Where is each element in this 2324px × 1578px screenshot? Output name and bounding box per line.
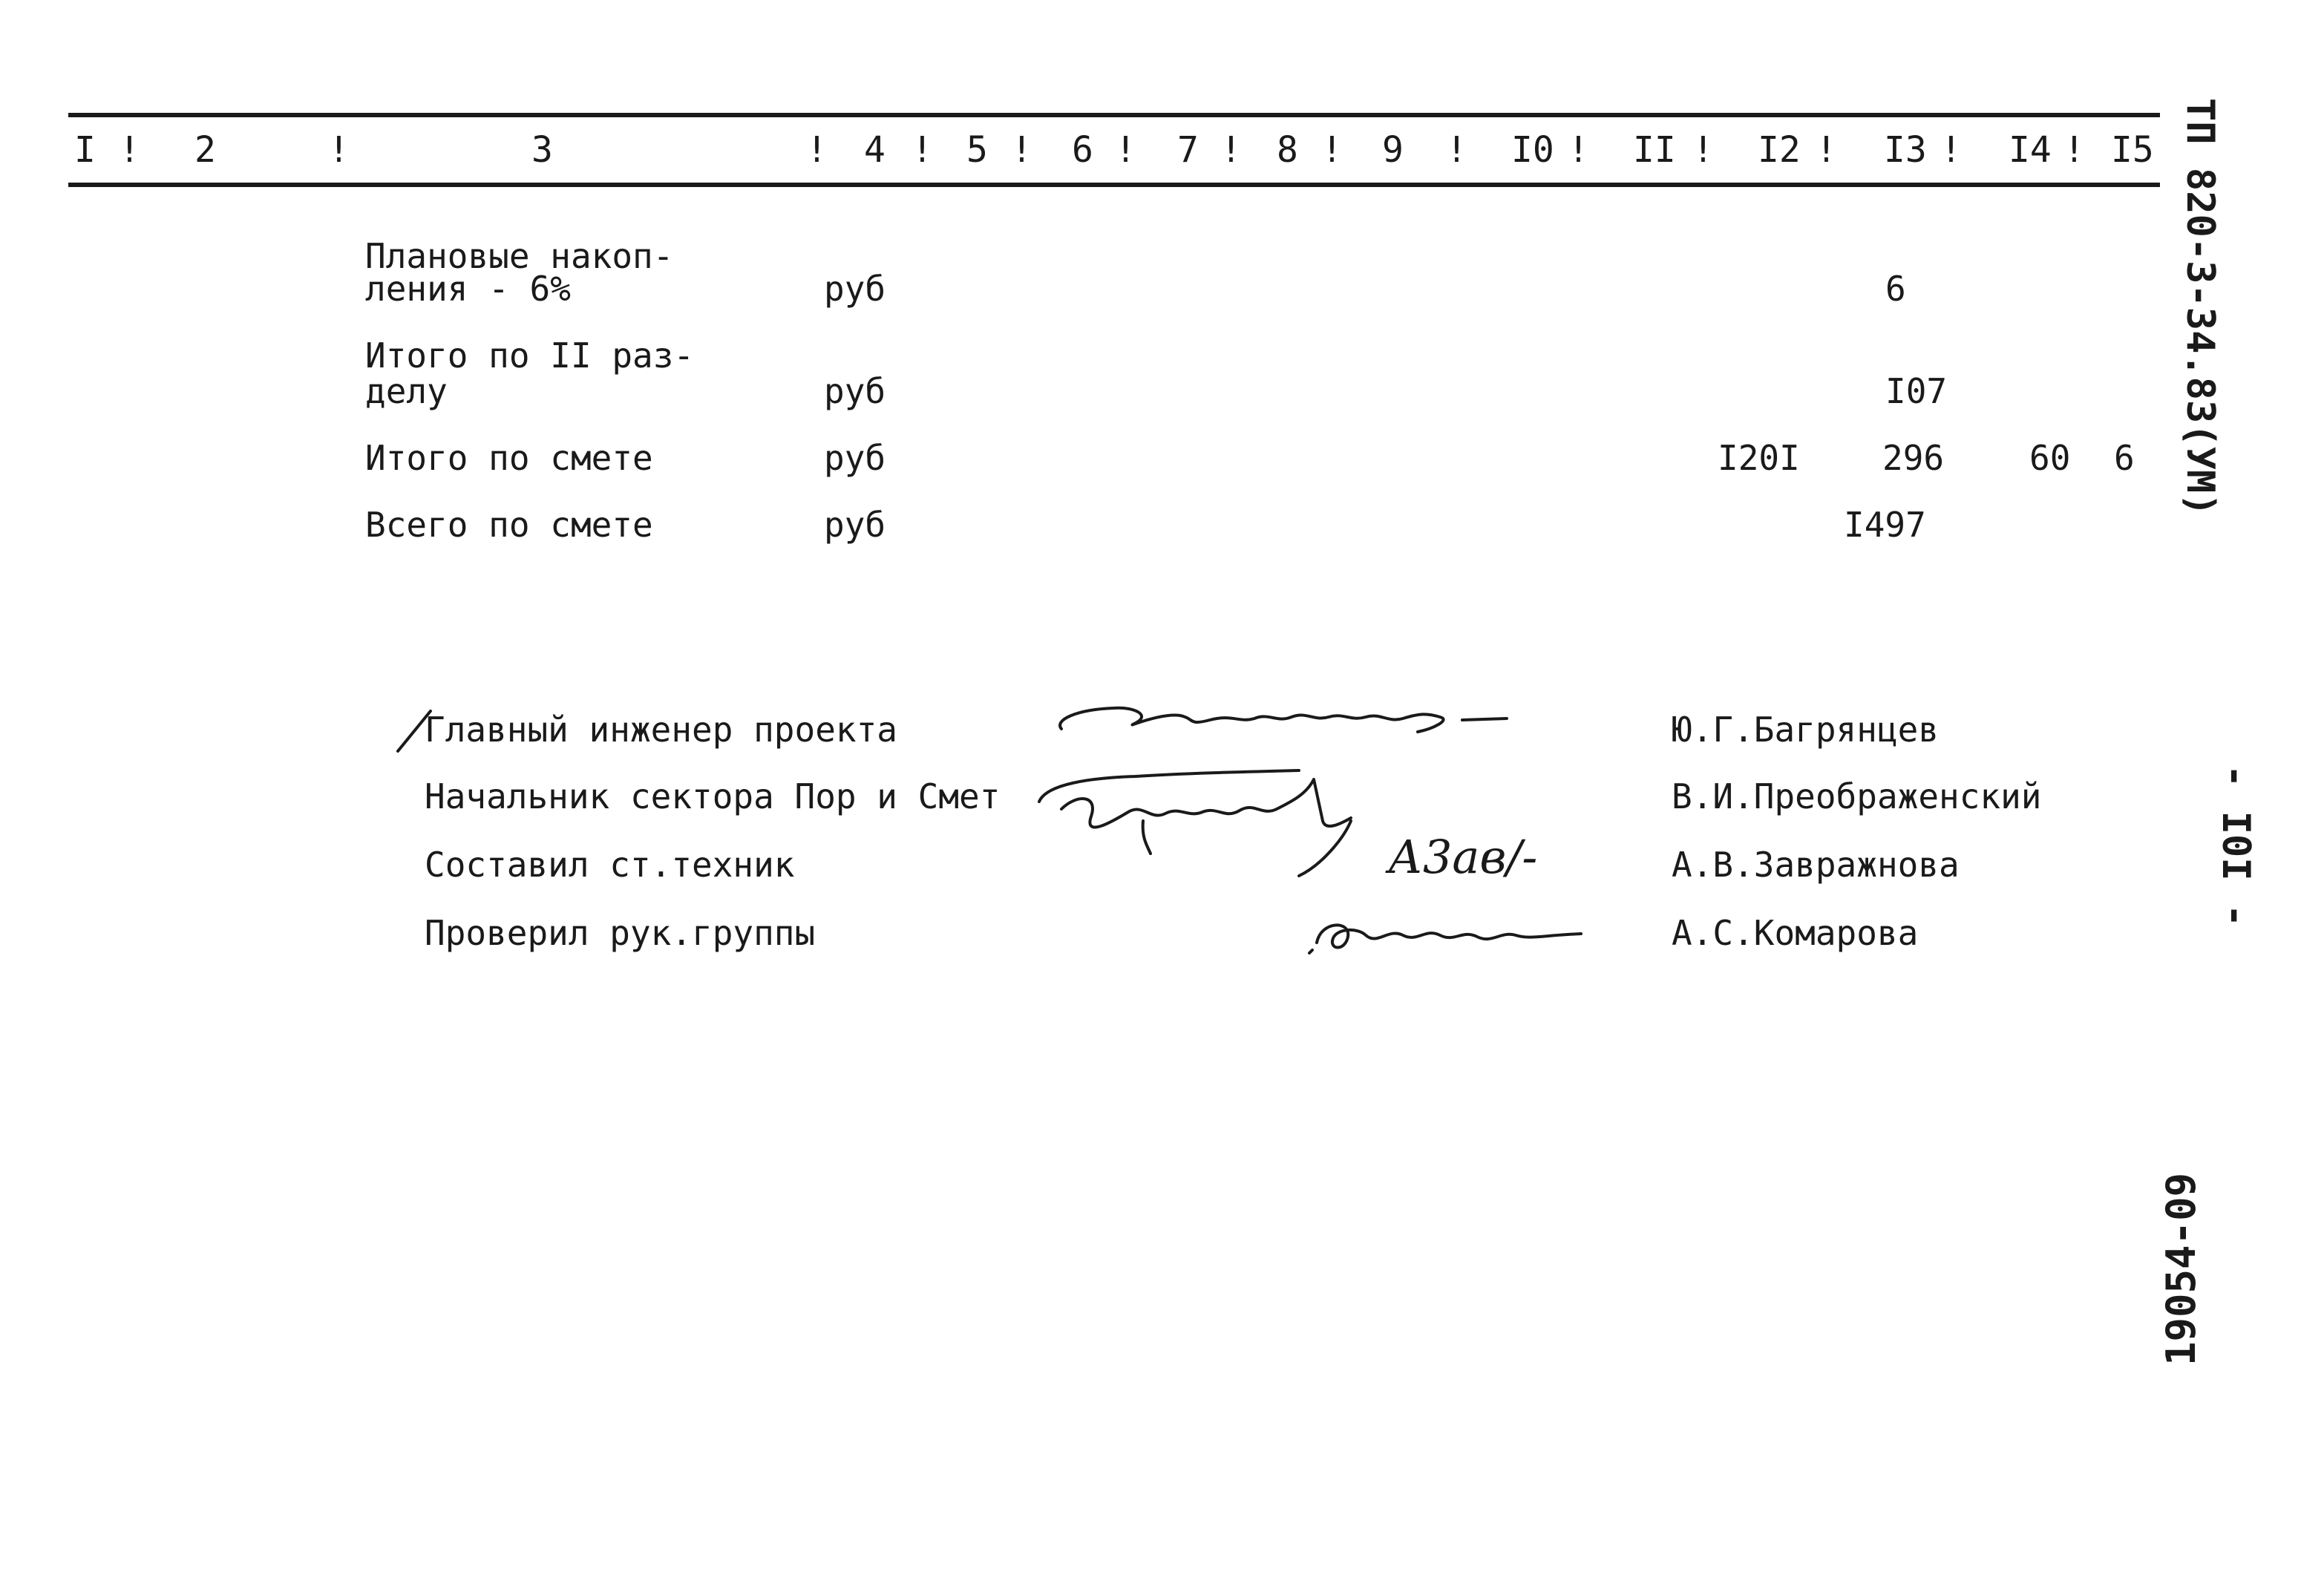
handwritten-check-mark bbox=[393, 705, 438, 757]
row-label-line2: делу bbox=[365, 371, 448, 411]
col-separator: ! bbox=[1940, 129, 1962, 171]
signature-role: Проверил рук.группы bbox=[425, 913, 816, 953]
col-header-11: II bbox=[1633, 129, 1676, 171]
handwritten-signature-technician bbox=[1381, 824, 1603, 891]
col-header-8: 8 bbox=[1277, 129, 1298, 171]
col-header-13: I3 bbox=[1884, 129, 1927, 171]
handwritten-signature-chief-engineer bbox=[1047, 690, 1522, 750]
col-separator: ! bbox=[1446, 129, 1467, 171]
row-unit: руб bbox=[824, 438, 886, 478]
col-separator: ! bbox=[1568, 129, 1589, 171]
col-header-9: 9 bbox=[1382, 129, 1404, 171]
row-label-line2: ления - 6% bbox=[365, 269, 571, 309]
row-label: Итого по смете bbox=[365, 438, 653, 478]
row-unit: руб bbox=[824, 269, 886, 309]
col-separator: ! bbox=[1220, 129, 1242, 171]
signature-name: В.И.Преображенский bbox=[1672, 776, 2042, 816]
row-value-col13: I07 bbox=[1885, 371, 1948, 411]
document-code: ТП 820-3-34.83(УМ) bbox=[2178, 98, 2222, 517]
row-value-col13: 296 bbox=[1882, 438, 1945, 478]
col-header-14: I4 bbox=[2009, 129, 2052, 171]
col-header-15: I5 bbox=[2111, 129, 2154, 171]
row-label: Всего по смете bbox=[365, 505, 653, 545]
col-header-1: I bbox=[74, 129, 96, 171]
col-separator: ! bbox=[911, 129, 933, 171]
page-number: - I0I - bbox=[2213, 765, 2258, 928]
col-header-10: I0 bbox=[1511, 129, 1554, 171]
col-separator: ! bbox=[1692, 129, 1714, 171]
row-unit: руб bbox=[824, 505, 886, 545]
row-unit: руб bbox=[824, 371, 886, 411]
row-label-line1: Плановые накоп- bbox=[365, 236, 674, 276]
col-header-2: 2 bbox=[194, 129, 216, 171]
signature-role: Составил ст.техник bbox=[425, 845, 795, 885]
header-bottom-rule bbox=[68, 183, 2160, 187]
col-header-12: I2 bbox=[1758, 129, 1801, 171]
row-value-col13: 6 bbox=[1885, 269, 1906, 309]
header-top-rule bbox=[68, 113, 2160, 117]
col-header-4: 4 bbox=[864, 129, 886, 171]
col-separator: ! bbox=[1011, 129, 1032, 171]
handwritten-signature-group-head bbox=[1306, 906, 1603, 965]
row-label-line1: Итого по II раз- bbox=[365, 335, 695, 376]
col-header-3: 3 bbox=[531, 129, 553, 171]
col-separator: ! bbox=[1115, 129, 1136, 171]
handwritten-signature-sector-head bbox=[1032, 750, 1373, 898]
col-separator: ! bbox=[1816, 129, 1837, 171]
row-value-col12: I20I bbox=[1718, 438, 1800, 478]
signature-role: Главный инженер проекта bbox=[425, 710, 897, 750]
col-separator: ! bbox=[328, 129, 350, 171]
col-separator: ! bbox=[2063, 129, 2085, 171]
row-value-col14: 60 bbox=[2029, 438, 2071, 478]
signature-technician-text: А3ав/- bbox=[1388, 830, 1538, 884]
col-header-6: 6 bbox=[1072, 129, 1093, 171]
signature-name: А.С.Комарова bbox=[1672, 913, 1919, 953]
col-separator: ! bbox=[806, 129, 828, 171]
archive-number: 19054-09 bbox=[2158, 1172, 2204, 1366]
col-header-7: 7 bbox=[1177, 129, 1199, 171]
col-header-5: 5 bbox=[966, 129, 988, 171]
signature-name: А.В.Завражнова bbox=[1672, 845, 1960, 885]
col-separator: ! bbox=[119, 129, 140, 171]
col-separator: ! bbox=[1321, 129, 1343, 171]
row-value-col15: 6 bbox=[2114, 438, 2135, 478]
signature-name: Ю.Г.Багрянцев bbox=[1672, 710, 1940, 750]
row-value-col12-13: I497 bbox=[1844, 505, 1926, 545]
signature-role: Начальник сектора Пор и Смет bbox=[425, 776, 1001, 816]
